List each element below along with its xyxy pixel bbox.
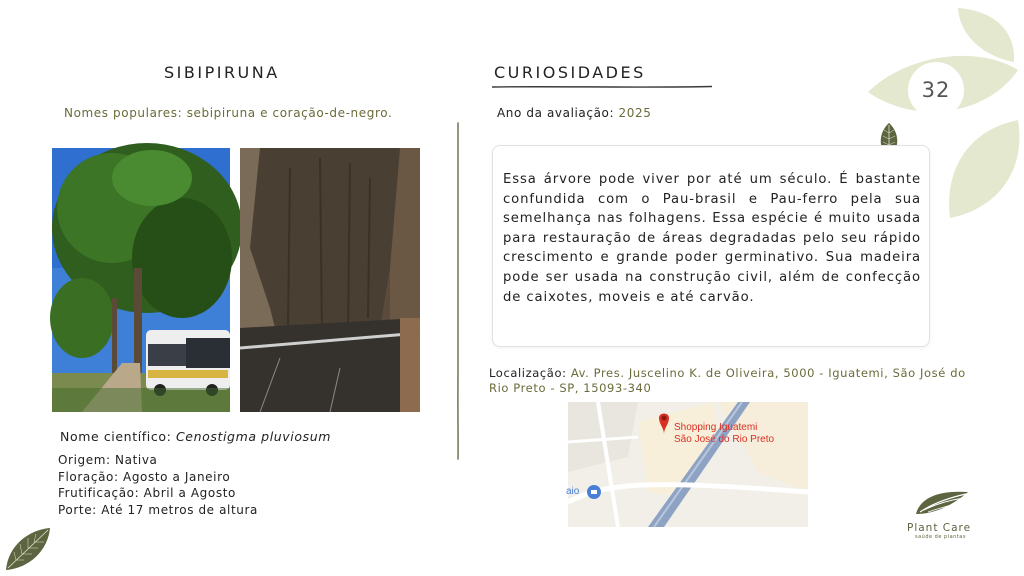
popular-names: Nomes populares: sebipiruna e coração-de-negro. [64, 106, 393, 120]
location-label: Localização: [489, 366, 571, 380]
curiosity-text: Essa árvore pode viver por até um século. É bastante confundida com o Pau-brasil e Pau-ferro pela sua semelhança nas folhagens. Essa espécie é muito usada para restauração de áreas degradadas pelo seu rápido crescimento e grande poder germinativo. Sua madeira pode ser usada na construção civil, além de confecção de caixotes, moveis e até carvão. [503, 172, 921, 305]
scientific-value: Cenostigma pluviosum [175, 429, 332, 444]
page-number: 32 [908, 62, 964, 118]
curiosity-card [492, 145, 930, 347]
curiosities-title: CURIOSIDADES [494, 63, 646, 82]
map-place-line2: São José do Rio Preto [674, 434, 775, 445]
detail-size: Porte: Até 17 metros de altura [58, 502, 258, 517]
scientific-label: Nome científico: [60, 429, 176, 444]
detail-flowering: Floração: Agosto a Janeiro [58, 469, 231, 484]
location [489, 366, 979, 396]
title-underline [492, 84, 714, 90]
detail-origin: Origem: Nativa [58, 453, 158, 467]
details-list [58, 452, 258, 518]
leaf-icon [2, 526, 52, 572]
evaluation-year [497, 106, 652, 120]
column-divider [456, 38, 460, 544]
location-map[interactable] [568, 402, 808, 527]
logo-tagline: saúde de plantas [915, 534, 966, 540]
logo-name: Plant Care [907, 522, 972, 534]
tree-photo [52, 148, 230, 412]
species-title: SIBIPIRUNA [164, 63, 280, 82]
detail-fruiting: Frutificação: Abril a Agosto [58, 486, 236, 500]
plant-care-logo-icon [914, 488, 970, 518]
bark-photo [240, 148, 420, 412]
scientific-name [60, 429, 331, 446]
map-partial-label: aio [566, 486, 580, 497]
location-value: Av. Pres. Juscelino K. de Oliveira, 5000 - Iguatemi, São José do Rio Preto - SP, 15093-340 [489, 366, 966, 395]
year-value: 2025 [618, 106, 652, 120]
year-label: Ano da avaliação: [497, 106, 619, 120]
map-place-line1: Shopping Iguatemi [674, 422, 758, 433]
